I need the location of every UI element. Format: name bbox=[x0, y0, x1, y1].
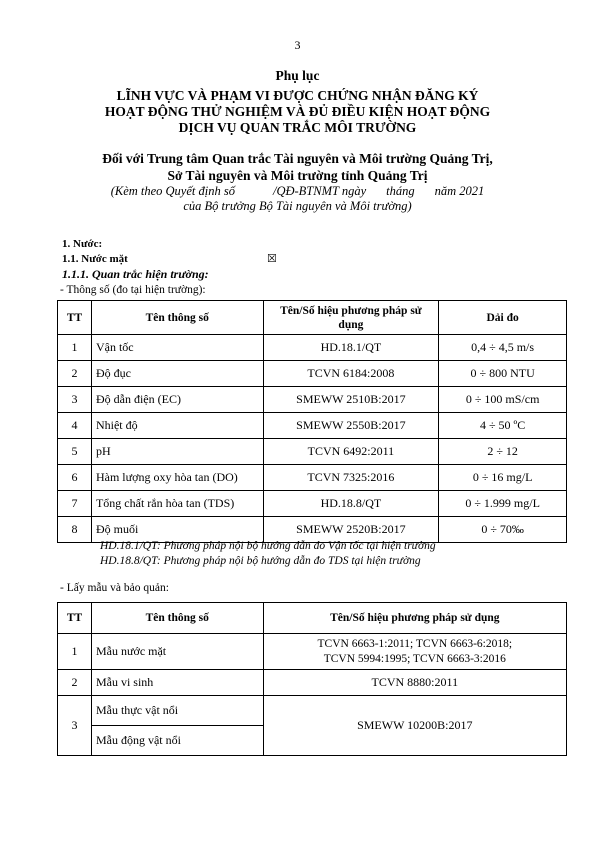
title-line: HOẠT ĐỘNG THỬ NGHIỆM VÀ ĐỦ ĐIỀU KIỆN HOẠT ĐỘNG bbox=[104, 104, 491, 119]
table-cell: 5 bbox=[58, 439, 92, 465]
table-cell: SMEWW 2550B:2017 bbox=[263, 413, 439, 439]
section-heading-field-monitoring: 1.1.1. Quan trắc hiện trường: bbox=[62, 267, 209, 281]
table-cell: HD.18.1/QT bbox=[263, 335, 439, 361]
header-cell: Tên thông số bbox=[91, 603, 263, 634]
table-row bbox=[58, 387, 567, 413]
table-cell: 2 bbox=[58, 670, 92, 696]
table-cell: 1 bbox=[58, 634, 92, 670]
header-cell: Tên thông số bbox=[91, 301, 263, 335]
parameters-table bbox=[57, 300, 567, 543]
table-cell: Độ dẫn điện (EC) bbox=[91, 387, 263, 413]
section-heading-parameters: - Thông số (đo tại hiện trường): bbox=[60, 284, 206, 296]
table-cell: 0 ÷ 70‰ bbox=[439, 517, 567, 543]
table-row bbox=[58, 670, 567, 696]
table-cell: Vận tốc bbox=[91, 335, 263, 361]
table-cell: 6 bbox=[58, 465, 92, 491]
table-cell: TCVN 8880:2011 bbox=[263, 670, 566, 696]
table-cell: SMEWW 10200B:2017 bbox=[263, 696, 566, 756]
decision-line2: của Bộ trưởng Bộ Tài nguyên và Môi trường) bbox=[183, 199, 412, 213]
table-row bbox=[58, 517, 567, 543]
table-row bbox=[58, 335, 567, 361]
table-cell: TCVN 6184:2008 bbox=[263, 361, 439, 387]
table-cell: 0 ÷ 1.999 mg/L bbox=[439, 491, 567, 517]
table-cell: HD.18.8/QT bbox=[263, 491, 439, 517]
table-cell: SMEWW 2520B:2017 bbox=[263, 517, 439, 543]
table-cell: Hàm lượng oxy hòa tan (DO) bbox=[91, 465, 263, 491]
table-header-row bbox=[58, 603, 567, 634]
decision-part: (Kèm theo Quyết định số bbox=[110, 184, 235, 198]
decision-reference bbox=[0, 184, 595, 214]
table-cell: 7 bbox=[58, 491, 92, 517]
table-cell: Độ muối bbox=[91, 517, 263, 543]
method-note: HD.18.1/QT: Phương pháp nội bộ hướng dẫn đo Vận tốc tại hiện trường bbox=[100, 540, 436, 552]
table-cell: Tổng chất rắn hòa tan (TDS) bbox=[91, 491, 263, 517]
section-heading-sampling: - Lấy mẫu và bảo quản: bbox=[60, 582, 169, 594]
header-cell: Tên/Số hiệu phương pháp sử dụng bbox=[263, 603, 566, 634]
table-cell: Độ đục bbox=[91, 361, 263, 387]
title-line: LĨNH VỰC VÀ PHẠM VI ĐƯỢC CHỨNG NHẬN ĐĂNG KÝ bbox=[116, 88, 479, 103]
method-line: TCVN 6663-1:2011; TCVN 6663-6:2018; bbox=[317, 637, 513, 650]
table-cell: TCVN 7325:2016 bbox=[263, 465, 439, 491]
sampling-table bbox=[57, 602, 567, 756]
table-cell: 3 bbox=[58, 387, 92, 413]
method-line: TCVN 5994:1995; TCVN 6663-3:2016 bbox=[323, 652, 506, 665]
table-row bbox=[58, 465, 567, 491]
table-cell: 0,4 ÷ 4,5 m/s bbox=[439, 335, 567, 361]
header-cell: TT bbox=[58, 603, 92, 634]
table-cell: 0 ÷ 16 mg/L bbox=[439, 465, 567, 491]
subtitle-line: Đối với Trung tâm Quan trắc Tài nguyên và Môi trường Quảng Trị, bbox=[102, 151, 493, 166]
table-row bbox=[58, 413, 567, 439]
table-cell: Mẫu vi sinh bbox=[91, 670, 263, 696]
table-cell: 0 ÷ 800 NTU bbox=[439, 361, 567, 387]
header-cell: Dải đo bbox=[439, 301, 567, 335]
table-cell: 8 bbox=[58, 517, 92, 543]
section-heading-water: 1. Nước: bbox=[62, 238, 103, 250]
table-cell: 2 ÷ 12 bbox=[439, 439, 567, 465]
table-cell: 4 ÷ 50 ºC bbox=[439, 413, 567, 439]
method-note: HD.18.8/QT: Phương pháp nội bộ hướng dẫn đo TDS tại hiện trường bbox=[100, 555, 421, 567]
table-cell: Mẫu thực vật nổi bbox=[91, 696, 263, 726]
decision-part: /QĐ-BTNMT ngày bbox=[272, 184, 367, 198]
header-cell: Tên/Số hiệu phương pháp sử dụng bbox=[263, 301, 439, 335]
table-row bbox=[58, 361, 567, 387]
subtitle-line: Sở Tài nguyên và Môi trường tỉnh Quảng Trị bbox=[167, 168, 428, 183]
table-row bbox=[58, 634, 567, 670]
table-header-row bbox=[58, 301, 567, 335]
page-number: 3 bbox=[294, 38, 301, 52]
table-cell: TCVN 6492:2011 bbox=[263, 439, 439, 465]
document-subtitle bbox=[0, 150, 595, 184]
table-row bbox=[58, 491, 567, 517]
section-label: 1.1. Nước mặt bbox=[62, 253, 128, 265]
table-cell: 3 bbox=[58, 696, 92, 756]
table-cell bbox=[263, 634, 566, 670]
table-cell: 0 ÷ 100 mS/cm bbox=[439, 387, 567, 413]
table-row bbox=[58, 696, 567, 726]
table-cell: 2 bbox=[58, 361, 92, 387]
title-line: DỊCH VỤ QUAN TRẮC MÔI TRƯỜNG bbox=[178, 120, 417, 135]
header-cell: TT bbox=[58, 301, 92, 335]
decision-part: tháng bbox=[386, 184, 415, 198]
table-cell: pH bbox=[91, 439, 263, 465]
document-title bbox=[0, 88, 595, 136]
decision-part: năm 2021 bbox=[434, 184, 485, 198]
table-cell: SMEWW 2510B:2017 bbox=[263, 387, 439, 413]
table-cell: Mẫu động vật nổi bbox=[91, 726, 263, 756]
table-cell: Nhiệt độ bbox=[91, 413, 263, 439]
appendix-heading: Phụ lục bbox=[275, 68, 320, 83]
table-cell: Mẫu nước mặt bbox=[91, 634, 263, 670]
table-cell: 1 bbox=[58, 335, 92, 361]
checked-box-icon: ☒ bbox=[267, 253, 277, 265]
table-row bbox=[58, 439, 567, 465]
table-cell: 4 bbox=[58, 413, 92, 439]
section-heading-surface-water bbox=[62, 253, 277, 265]
